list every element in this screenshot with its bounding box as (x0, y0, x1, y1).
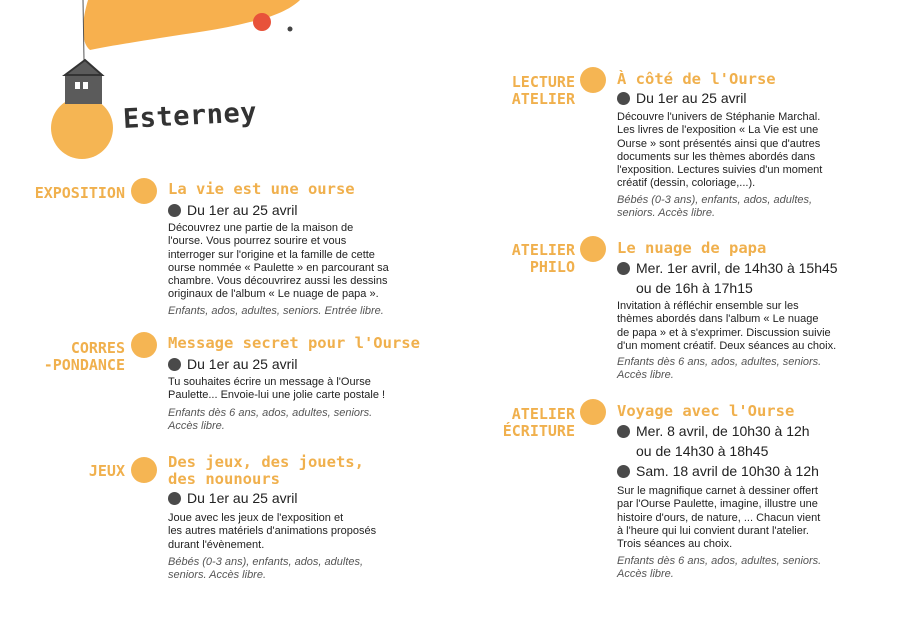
audience-line: Bébés (0-3 ans), enfants, ados, adultes, (168, 556, 364, 568)
category-line: ATELIER (511, 405, 575, 423)
event-title (617, 240, 766, 257)
audience-line: Enfants, ados, adultes, seniors. Entrée libre. (168, 305, 384, 317)
audience-line: Accès libre. (617, 369, 674, 382)
event-description (617, 485, 820, 551)
category-line: -PONDANCE (43, 356, 125, 374)
event-date-text: Du 1er au 25 avril (187, 202, 298, 218)
description-line: d'un moment créatif. Deux séances au choix. (617, 339, 837, 352)
description-line: Découvre l'univers de Stéphanie Marchal. (617, 111, 821, 123)
event-title-line: Voyage avec l'Ourse (617, 402, 795, 420)
event-audience (168, 556, 363, 583)
category-label (0, 463, 125, 480)
category-dot (580, 67, 606, 93)
event-date-text: Mer. 8 avril, de 10h30 à 12h (636, 423, 810, 439)
category-line: ATELIER (511, 241, 575, 259)
category-dot (131, 178, 157, 204)
category-dot (131, 457, 157, 483)
event-date (617, 423, 810, 439)
audience-line: Enfants dès 6 ans, ados, adultes, seniors. (168, 407, 373, 419)
event-title-line: Le nuage de papa (617, 239, 767, 257)
event-title-line: Des jeux, des jouets, (168, 453, 364, 471)
date-bullet-icon (168, 204, 181, 217)
event-title (617, 71, 776, 88)
event-date-text: Mer. 1er avril, de 14h30 à 15h45 (636, 260, 838, 276)
event-date (617, 463, 819, 479)
event-title-line: À côté de l'Ourse (617, 70, 776, 88)
event-date (168, 490, 298, 506)
date-bullet-icon (617, 465, 630, 478)
category-label (0, 340, 125, 374)
string-line (83, 0, 84, 60)
category-line: CORRES (70, 339, 125, 357)
event-date-text: Du 1er au 25 avril (187, 490, 298, 506)
description-line: chambre. Vous découvrirez aussi les dessins (168, 275, 388, 288)
audience-line: Bébés (0-3 ans), enfants, ados, adultes, (617, 194, 813, 206)
small-dark-dot (288, 27, 293, 32)
description-line: interroger sur l'origine et la famille de cette (168, 248, 375, 261)
event-audience (617, 194, 812, 221)
event-title (168, 181, 355, 198)
date-bullet-icon (617, 262, 630, 275)
red-dot (253, 13, 271, 31)
event-date (168, 202, 298, 218)
description-line: Les livres de l'exposition « La Vie est une (617, 124, 819, 137)
orange-brush-shape (83, 0, 300, 50)
event-date (168, 356, 298, 372)
description-line: par l'Ourse Paulette, imagine, illustre une (617, 498, 818, 511)
description-line: à l'heure qui lui convient durant l'atelier. (617, 524, 809, 537)
description-line: créatif (dessin, coloriage,...). (617, 177, 756, 190)
audience-line: Accès libre. (168, 420, 225, 433)
event-audience (617, 356, 821, 383)
description-line: Trois séances au choix. (617, 538, 733, 551)
description-line: durant l'évènement. (168, 538, 265, 551)
description-line: l'exposition. Lectures suivies d'un moment (617, 164, 823, 177)
event-date-text: Du 1er au 25 avril (636, 90, 747, 106)
category-dot (580, 399, 606, 425)
event-title (168, 454, 364, 488)
description-line: Tu souhaites écrire un message à l'Ourse (168, 376, 371, 388)
description-line: Ourse » sont présentés ainsi que d'autres (617, 137, 821, 150)
event-date (617, 90, 747, 106)
description-line: Sur le magnifique carnet à dessiner offert (617, 485, 818, 497)
event-audience (617, 555, 821, 582)
date-bullet-icon (617, 425, 630, 438)
event-date (617, 260, 838, 276)
category-line: ATELIER (511, 90, 575, 108)
audience-line: seniors. Accès libre. (168, 569, 267, 582)
description-line: documents sur les thèmes abordés dans (617, 150, 816, 163)
category-line: JEUX (88, 462, 125, 480)
category-label (0, 406, 575, 440)
date-bullet-icon (168, 358, 181, 371)
event-title (617, 403, 794, 420)
event-description (168, 512, 376, 552)
category-line: ÉCRITURE (502, 422, 575, 440)
date-bullet-icon (168, 492, 181, 505)
description-line: thèmes abordés dans l'album « Le nuage (617, 313, 819, 326)
event-title (168, 335, 420, 352)
event-date-text: Sam. 18 avril de 10h30 à 12h (636, 463, 819, 479)
description-line: Découvrez une partie de la maison de (168, 222, 354, 234)
event-audience (168, 305, 384, 318)
event-title-line: La vie est une ourse (168, 180, 355, 198)
description-line: originaux de l'album « Le nuage de papa ». (168, 288, 379, 301)
audience-line: Enfants dès 6 ans, ados, adultes, seniors. (617, 555, 822, 567)
description-line: Paulette... Envoie-lui une jolie carte postale ! (168, 389, 386, 402)
audience-line: Enfants dès 6 ans, ados, adultes, seniors. (617, 356, 822, 368)
description-line: les autres matériels d'animations proposés (168, 525, 377, 538)
category-line: EXPOSITION (34, 184, 125, 202)
description-line: de papa » et à s'exprimer. Discussion suivie (617, 326, 831, 339)
event-title-line: Message secret pour l'Ourse (168, 334, 420, 352)
description-line: histoire d'ours, de nature, ... Chacun vient (617, 511, 821, 524)
category-label (0, 185, 125, 202)
date-bullet-icon (617, 92, 630, 105)
event-description (617, 111, 822, 191)
category-dot (580, 236, 606, 262)
event-date (617, 443, 768, 459)
category-label (0, 242, 575, 276)
event-date-text: ou de 14h30 à 18h45 (636, 443, 769, 459)
event-description (617, 300, 836, 353)
audience-line: seniors. Accès libre. (617, 207, 716, 220)
event-date (617, 280, 753, 296)
audience-line: Accès libre. (617, 568, 674, 581)
category-label (0, 74, 575, 108)
event-description (168, 376, 385, 403)
category-dot (131, 332, 157, 358)
description-line: Joue avec les jeux de l'exposition et (168, 512, 344, 524)
description-line: l'ourse. Vous pourrez sourire et vous (168, 235, 347, 248)
page-title: Esterney (122, 97, 258, 135)
description-line: ourse nommée « Paulette » en parcourant sa (168, 261, 389, 274)
event-date-text: ou de 16h à 17h15 (636, 280, 753, 296)
event-title-line: des nounours (168, 470, 280, 488)
category-line: LECTURE (511, 73, 575, 91)
event-date-text: Du 1er au 25 avril (187, 356, 298, 372)
category-line: PHILO (529, 258, 575, 276)
description-line: Invitation à réfléchir ensemble sur les (617, 300, 799, 312)
